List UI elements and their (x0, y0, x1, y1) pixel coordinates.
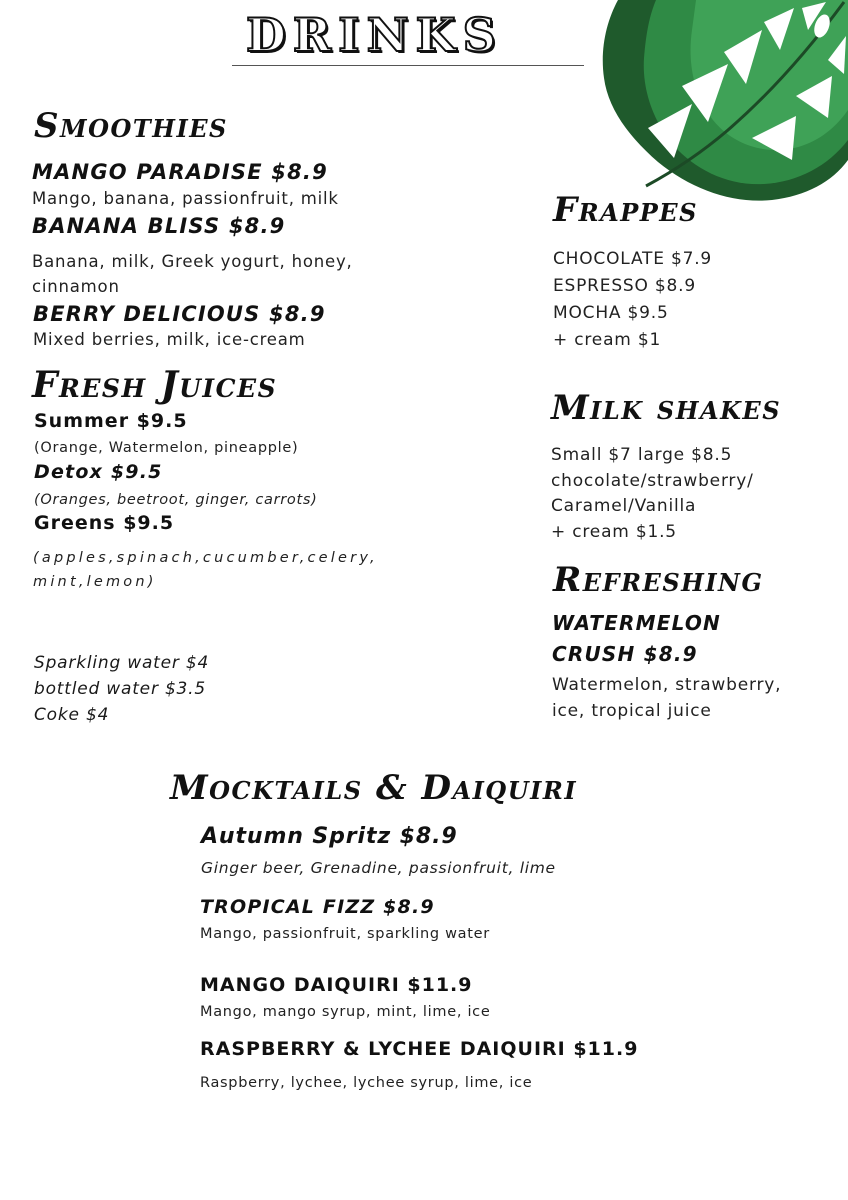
section-heading-milk-shakes: Milk shakes (551, 388, 782, 428)
item-name: BANANA BLISS $8.9 (32, 214, 286, 238)
item-name: Summer $9.5 (34, 410, 188, 432)
item-name: Detox $9.5 (34, 461, 163, 483)
item-description: Mango, passionfruit, sparkling water (200, 926, 490, 942)
item-name: MANGO DAIQUIRI $11.9 (200, 974, 473, 996)
list-item: chocolate/strawberry/ (551, 470, 754, 491)
item-name: Greens $9.5 (34, 512, 175, 534)
list-item: CHOCOLATE $7.9 (553, 249, 713, 269)
item-name: Autumn Spritz $8.9 (201, 824, 458, 849)
item-name: WATERMELON CRUSH $8.9 (552, 611, 721, 666)
item-description: Raspberry, lychee, lychee syrup, lime, ice (200, 1075, 533, 1091)
item-description: Mango, mango syrup, mint, lime, ice (200, 1004, 491, 1020)
list-item: + cream $1.5 (551, 521, 677, 542)
monstera-leaf-icon (596, 0, 848, 205)
list-item: Caramel/Vanilla (551, 496, 697, 516)
item-name: BERRY DELICIOUS $8.9 (33, 302, 326, 326)
item-name: TROPICAL FIZZ $8.9 (200, 896, 435, 918)
list-item: ESPRESSO $8.9 (553, 276, 696, 296)
menu-title: DRINKS (246, 8, 503, 62)
frappes-list (553, 246, 712, 354)
title-divider (232, 65, 584, 66)
section-heading-refreshing: Refreshing (553, 560, 764, 600)
list-item: Coke $4 (34, 705, 110, 725)
milkshakes-list (551, 443, 754, 545)
item-name: RASPBERRY & LYCHEE DAIQUIRI $11.9 (200, 1038, 639, 1060)
section-heading-frappes: Frappes (553, 190, 698, 230)
list-item: bottled water $3.5 (34, 679, 206, 699)
item-description: (Orange, Watermelon, pineapple) (34, 440, 299, 456)
item-description: Ginger beer, Grenadine, passionfruit, lime (201, 859, 556, 877)
item-description: (Oranges, beetroot, ginger, carrots) (34, 492, 318, 508)
section-heading-smoothies: Smoothies (34, 106, 228, 146)
item-description: Mango, banana, passionfruit, milk (32, 189, 339, 208)
list-item: MOCHA $9.5 (553, 303, 669, 323)
item-description: Banana, milk, Greek yogurt, honey, cinnamon (32, 252, 353, 296)
item-description: Mixed berries, milk, ice-cream (33, 330, 306, 349)
list-item: + cream $1 (553, 330, 662, 350)
section-heading-mocktails: Mocktails & Daiquiri (170, 768, 578, 808)
item-name: MANGO PARADISE $8.9 (32, 160, 328, 184)
list-item: Sparkling water $4 (34, 653, 210, 673)
item-description: (apples,spinach,cucumber,celery, mint,lemon) (33, 550, 378, 590)
item-description: Watermelon, strawberry, ice, tropical juice (552, 675, 782, 721)
list-item: Small $7 large $8.5 (551, 445, 733, 465)
section-heading-fresh-juices: Fresh Juices (32, 364, 278, 406)
water-list (34, 650, 209, 728)
